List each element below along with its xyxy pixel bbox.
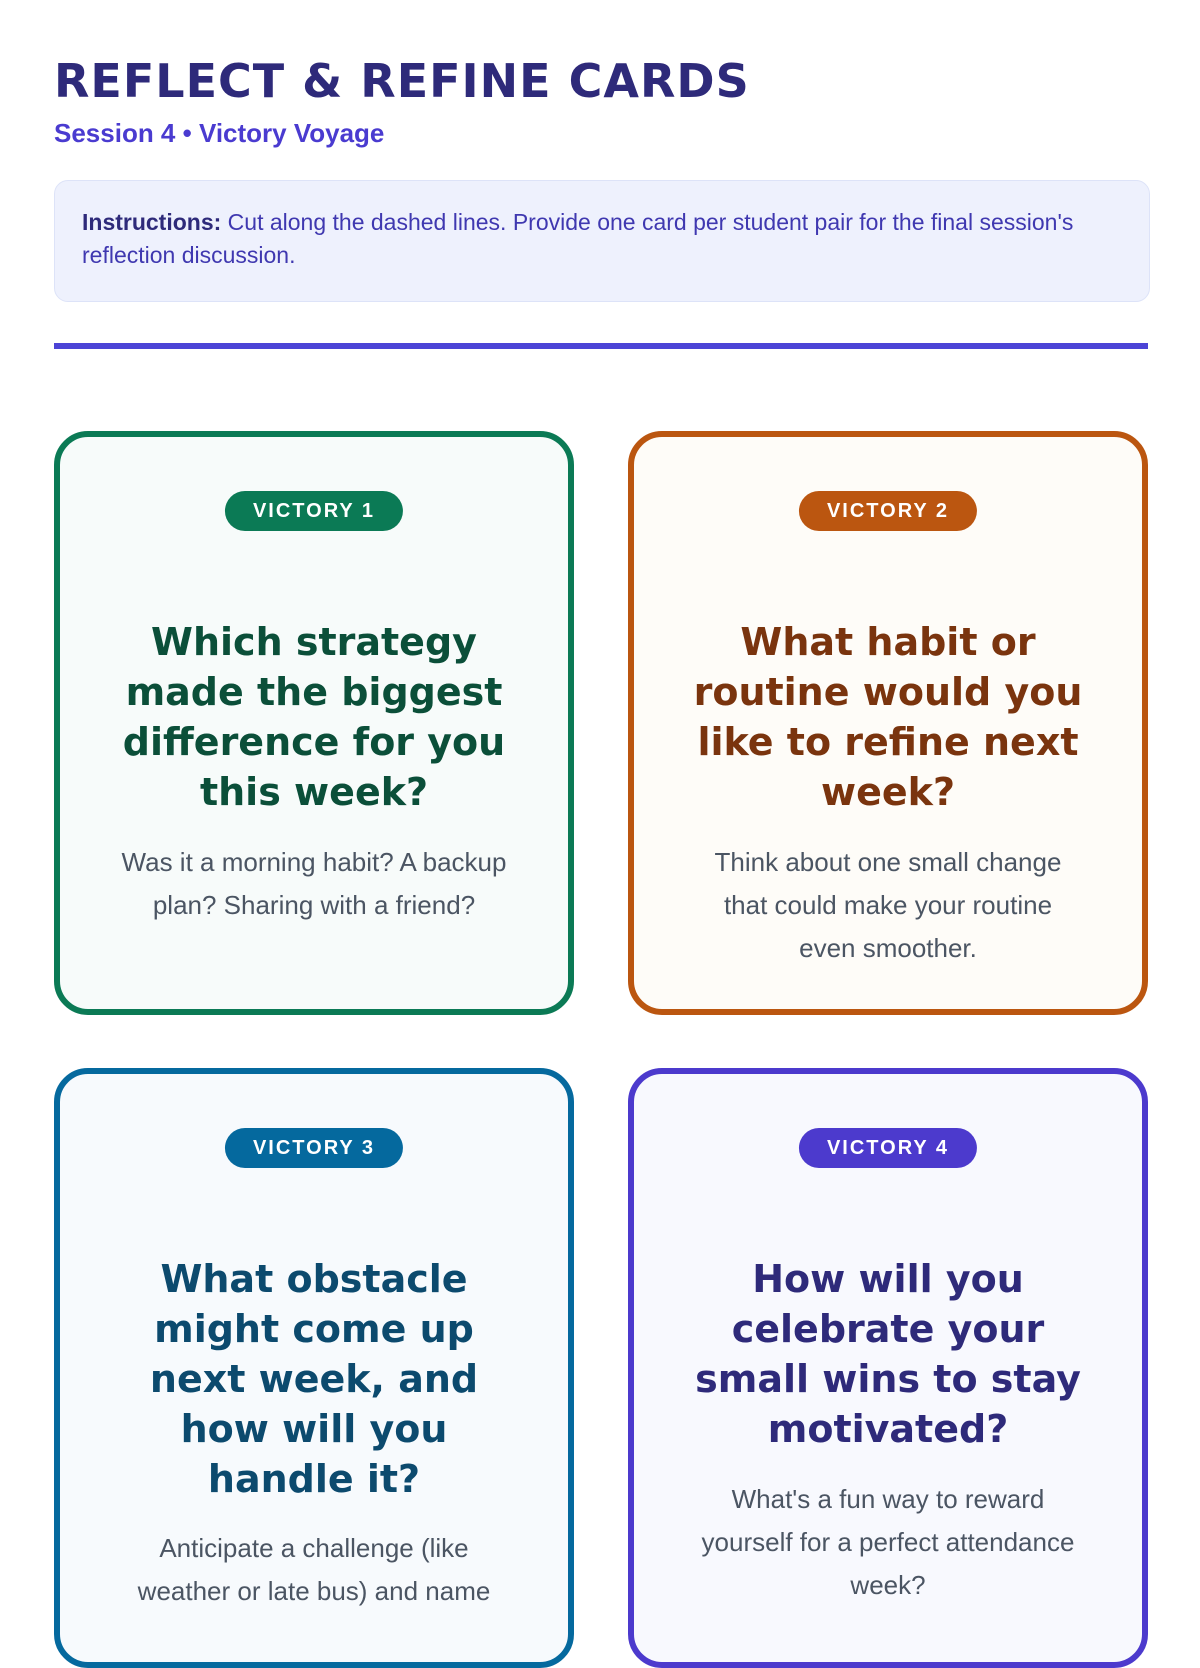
card-badge: VICTORY 3 — [225, 1128, 403, 1168]
reflection-card — [628, 1068, 1148, 1668]
reflection-card — [54, 1068, 574, 1668]
card-question: What habit or routine would you like to refine next week? — [693, 620, 1083, 814]
card-badge: VICTORY 1 — [225, 491, 403, 531]
card-question: How will you celebrate your small wins to stay motivated? — [695, 1257, 1081, 1451]
card-question: Which strategy made the biggest difference for you this week? — [122, 620, 506, 814]
card-hint: Anticipate a challenge (like weather or late bus) and name — [137, 1533, 491, 1606]
divider-rule — [54, 343, 1148, 349]
instructions-box — [54, 180, 1150, 302]
card-badge: VICTORY 4 — [799, 1128, 977, 1168]
instructions-text: Cut along the dashed lines. Provide one card per student pair for the final session's reflection discussion. — [82, 209, 1074, 268]
card-question: What obstacle might come up next week, and how will you handle it? — [149, 1257, 479, 1501]
card-hint: Think about one small change that could make your routine even smoother. — [714, 847, 1062, 963]
page-subtitle: Session 4 • Victory Voyage — [54, 118, 385, 148]
card-hint: Was it a morning habit? A backup plan? Sharing with a friend? — [121, 847, 507, 920]
reflection-card — [54, 431, 574, 1015]
card-badge: VICTORY 2 — [799, 491, 977, 531]
reflection-card — [628, 431, 1148, 1015]
page-title: REFLECT & REFINE CARDS — [54, 54, 750, 108]
instructions-label: Instructions: — [82, 209, 222, 235]
card-hint: What's a fun way to reward yourself for a perfect attendance week? — [701, 1484, 1075, 1600]
